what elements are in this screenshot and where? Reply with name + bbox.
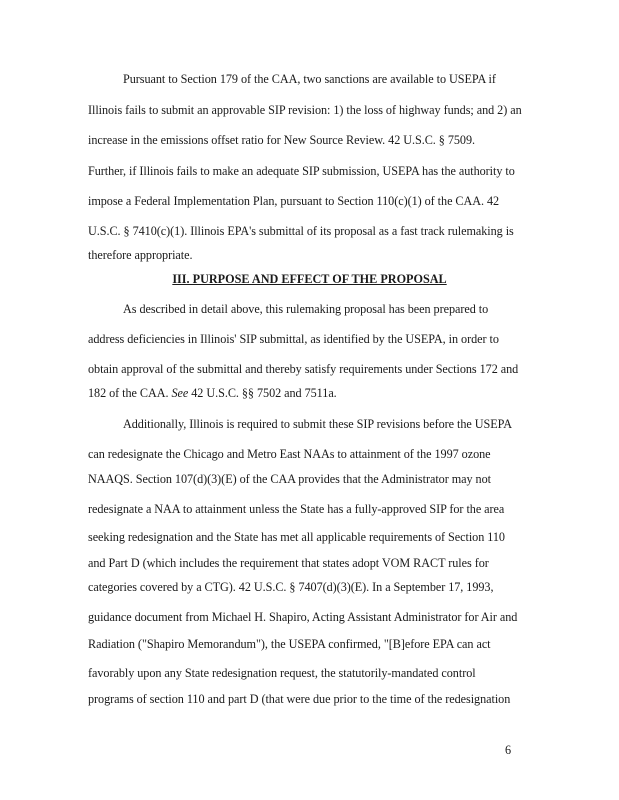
section-heading xyxy=(0,272,619,286)
paragraph-3-line-8: guidance document from Michael H. Shapiro, Acting Assistant Administrator for Air and xyxy=(88,610,518,624)
paragraph-2-line-4-suffix: 42 U.S.C. §§ 7502 and 7511a. xyxy=(188,386,337,400)
paragraph-3-line-7: categories covered by a CTG). 42 U.S.C. § 7407(d)(3)(E). In a September 17, 1993, xyxy=(88,580,494,594)
paragraph-2-line-4 xyxy=(88,386,337,400)
section-heading-text: III. PURPOSE AND EFFECT OF THE PROPOSAL xyxy=(172,272,447,286)
paragraph-3-line-11: programs of section 110 and part D (that were due prior to the time of the redesignation xyxy=(88,692,511,706)
paragraph-1-line-1: Pursuant to Section 179 of the CAA, two sanctions are available to USEPA if xyxy=(123,72,496,86)
paragraph-3-line-1: Additionally, Illinois is required to submit these SIP revisions before the USEPA xyxy=(123,417,512,431)
paragraph-2-line-3: obtain approval of the submittal and thereby satisfy requirements under Sections 172 and xyxy=(88,362,519,376)
paragraph-2-line-1: As described in detail above, this rulemaking proposal has been prepared to xyxy=(123,302,489,316)
paragraph-3-line-3: NAAQS. Section 107(d)(3)(E) of the CAA provides that the Administrator may not xyxy=(88,472,491,486)
paragraph-3-line-5: seeking redesignation and the State has met all applicable requirements of Section 110 xyxy=(88,530,505,544)
paragraph-1-line-3: increase in the emissions offset ratio for New Source Review. 42 U.S.C. § 7509. xyxy=(88,133,475,147)
paragraph-2-line-2: address deficiencies in Illinois' SIP submittal, as identified by the USEPA, in order to xyxy=(88,332,499,346)
paragraph-1-line-5: impose a Federal Implementation Plan, pursuant to Section 110(c)(1) of the CAA. 42 xyxy=(88,194,500,208)
paragraph-3-line-10: favorably upon any State redesignation request, the statutorily-mandated control xyxy=(88,666,476,680)
page-number: 6 xyxy=(505,743,512,757)
see-signal: See xyxy=(171,386,189,400)
paragraph-1-line-7: therefore appropriate. xyxy=(88,248,193,262)
paragraph-1-line-2: Illinois fails to submit an approvable SIP revision: 1) the loss of highway funds; and 2) an xyxy=(88,103,522,117)
paragraph-3-line-2: can redesignate the Chicago and Metro East NAAs to attainment of the 1997 ozone xyxy=(88,447,491,461)
paragraph-1-line-4: Further, if Illinois fails to make an adequate SIP submission, USEPA has the authority to xyxy=(88,164,515,178)
paragraph-2-line-4-prefix: 182 of the CAA. xyxy=(88,386,172,400)
paragraph-1-line-6: U.S.C. § 7410(c)(1). Illinois EPA's submittal of its proposal as a fast track rulemaking is xyxy=(88,224,514,238)
paragraph-3-line-6: and Part D (which includes the requirement that states adopt VOM RACT rules for xyxy=(88,556,489,570)
paragraph-3-line-9: Radiation ("Shapiro Memorandum"), the USEPA confirmed, "[B]efore EPA can act xyxy=(88,637,491,651)
paragraph-3-line-4: redesignate a NAA to attainment unless the State has a fully-approved SIP for the area xyxy=(88,502,505,516)
